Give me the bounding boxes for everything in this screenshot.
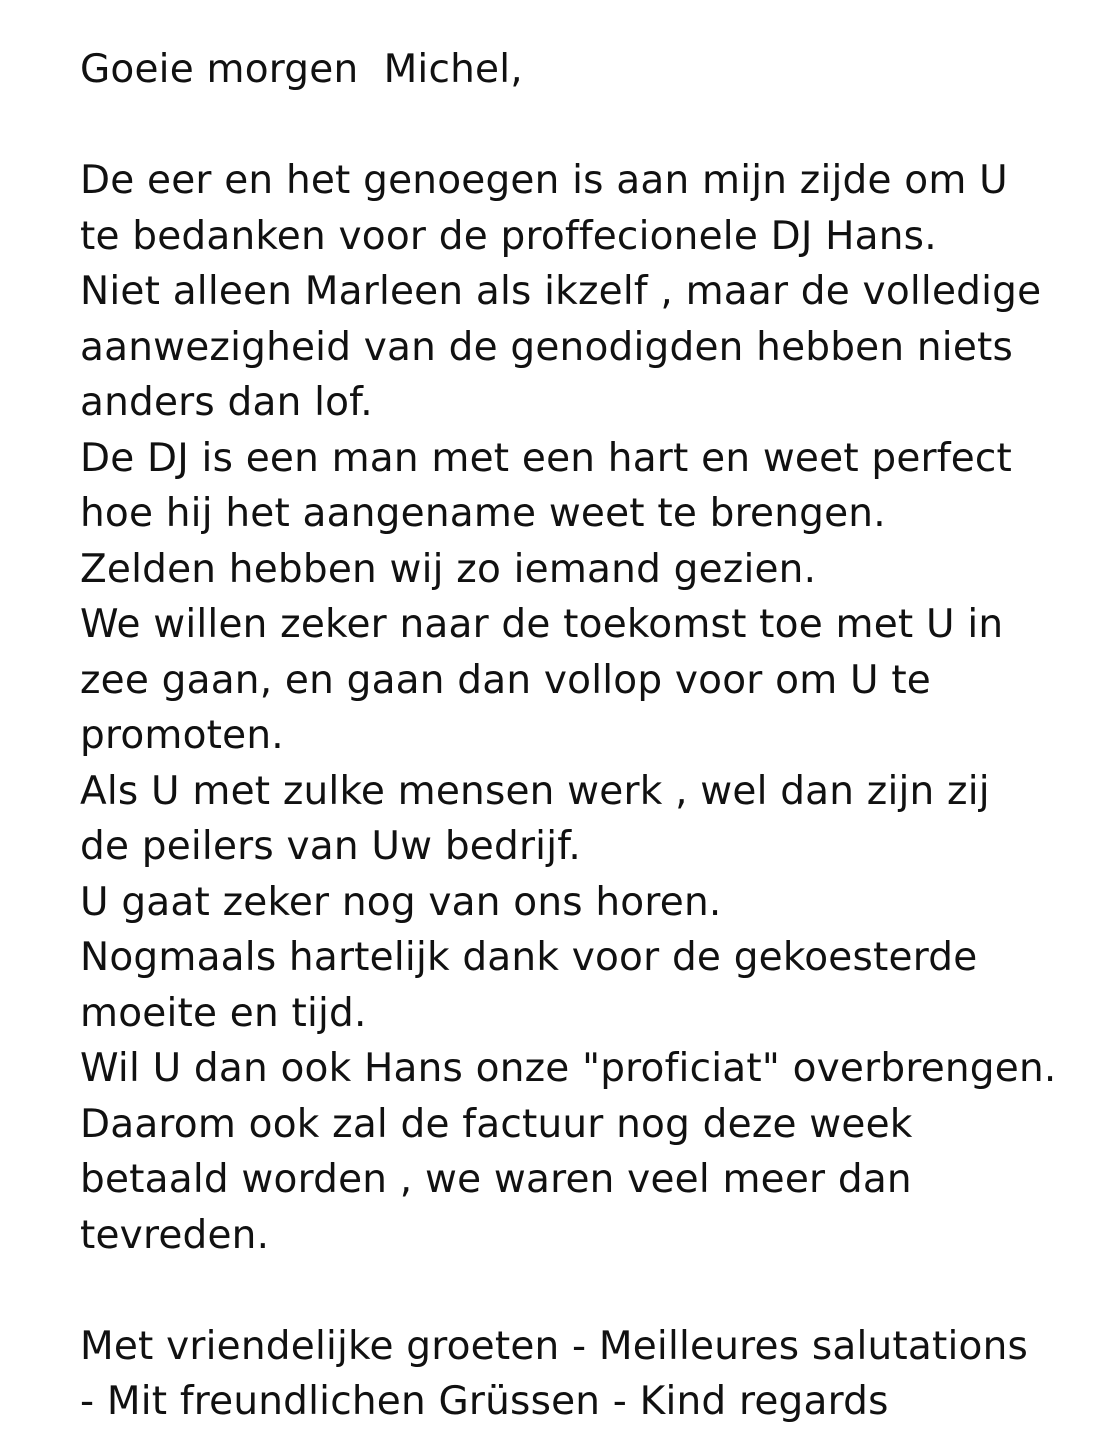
closing-line: - Mit freundlichen Grüssen - Kind regards (80, 1379, 889, 1424)
body-line: Als U met zulke mensen werk , wel dan zijn zij (80, 768, 990, 814)
body-line: tevreden. (80, 1212, 270, 1258)
body-line: promoten. (80, 713, 284, 758)
body-line: Daarom ook zal de factuur nog deze week (80, 1101, 913, 1147)
body-line: de peilers van Uw bedrijf. (80, 824, 581, 869)
body-line: hoe hij het aangename weet te brengen. (80, 491, 886, 536)
body-line: betaald worden , we waren veel meer dan (80, 1157, 912, 1202)
body-line: Wil U dan ook Hans onze "proficiat" overbrengen. (80, 1046, 1057, 1091)
body-line: We willen zeker naar de toekomst toe met U in (80, 602, 1004, 647)
letter-body (80, 42, 1100, 1430)
body-line: U gaat zeker nog van ons horen. (80, 879, 722, 925)
body-line: Zelden hebben wij zo iemand gezien. (80, 546, 817, 592)
body-line: Niet alleen Marleen als ikzelf , maar de volledige (80, 269, 1042, 314)
body-line: anders dan lof. (80, 380, 373, 425)
paragraph-spacer (80, 98, 1100, 154)
body-line: aanwezigheid van de genodigden hebben niets (80, 324, 1014, 370)
body-line: te bedanken voor de proffecionele DJ Hans. (80, 213, 937, 259)
body-line: moeite en tijd. (80, 990, 367, 1036)
greeting-line: Goeie morgen Michel, (80, 47, 523, 92)
closing-line: Met vriendelijke groeten - Meilleures salutations (80, 1323, 1029, 1369)
body-line: De DJ is een man met een hart en weet perfect (80, 435, 1013, 481)
body-line: zee gaan, en gaan dan vollop voor om U te (80, 657, 932, 703)
body-line: De eer en het genoegen is aan mijn zijde om U (80, 158, 1008, 203)
body-line: Nogmaals hartelijk dank voor de gekoesterde (80, 935, 978, 980)
paragraph-spacer (80, 1263, 1100, 1319)
